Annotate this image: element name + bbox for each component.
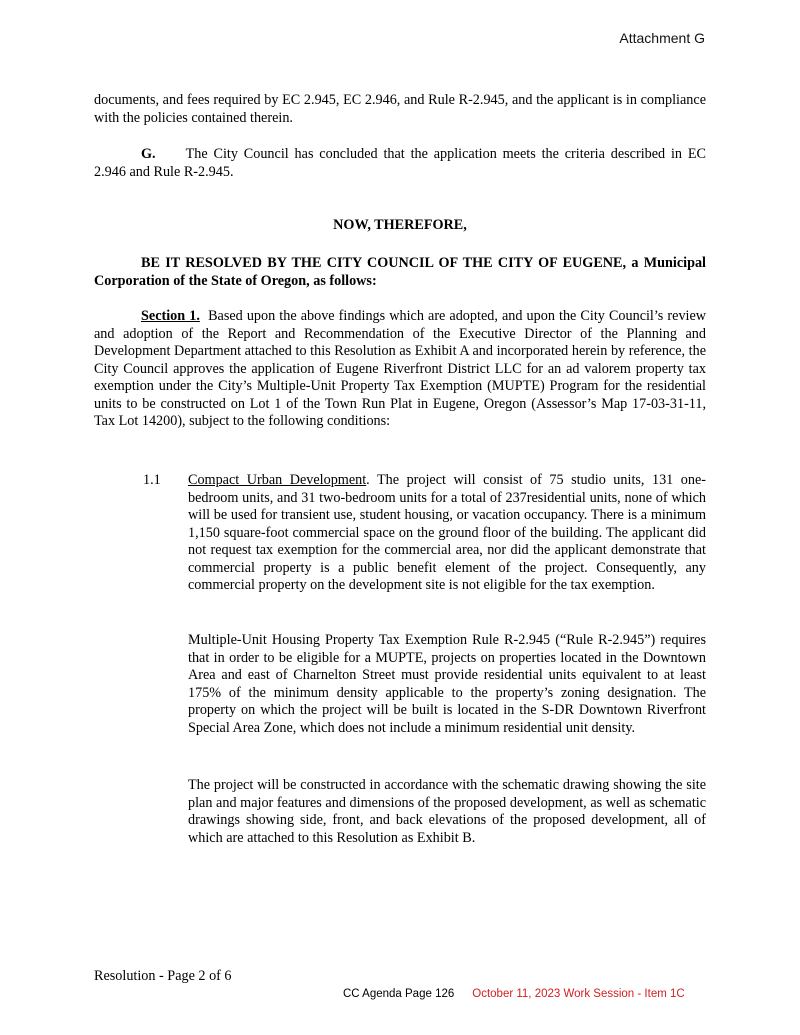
be-it-resolved-heading: BE IT RESOLVED BY THE CITY COUNCIL OF THE CITY OF EUGENE, a Municipal Corporation of the State of Oregon, as follows:: [94, 255, 706, 289]
now-therefore-heading: NOW, THEREFORE,: [333, 217, 467, 233]
finding-g-paragraph: [94, 146, 706, 181]
item-1-1-paragraph-3: The project will be constructed in accordance with the schematic drawing showing the site plan and major features and dimensions of the proposed development, as well as schematic drawings showing side, front, and back elevations of the proposed development, all of which are attached to this Resolution as Exhibit B.: [188, 777, 706, 846]
agenda-footer: [343, 988, 685, 1000]
section-1-label: Section 1.: [141, 308, 200, 324]
section-1-text: Based upon the above findings which are adopted, and upon the City Council’s review and adoption of the Report and Recommendation of the Executive Director of the Planning and Development Department attached to this Resolution as Exhibit A and incorporated herein by reference, the City Council approves the application of Eugene Riverfront District LLC for an ad valorem property tax exemption under the City’s Multiple-Unit Property Tax Exemption (MUPTE) Program for the residential units to be constructed on Lot 1 of the Town Run Plat in Eugene, Oregon (Assessor’s Map 17-03-31-11, Tax Lot 14200), subject to the following conditions:: [94, 308, 707, 429]
work-session-label: October 11, 2023 Work Session - Item 1C: [472, 988, 685, 1000]
intro-paragraph: documents, and fees required by EC 2.945, EC 2.946, and Rule R-2.945, and the applicant is in compliance with the policies contained therein.: [94, 92, 706, 126]
item-1-1-paragraph-1: [188, 472, 706, 595]
attachment-label: Attachment G: [619, 30, 705, 46]
finding-g-label: G.: [141, 146, 156, 162]
item-1-1-text-1: . The project will consist of 75 studio units, 131 one-bedroom units, and 31 two-bedroom units for a total of 237residential units, none of which will be used for transient use, student housing, or vacation occupancy. There is a minimum 1,150 square-foot commercial space on the ground floor of the building. The applicant did not request tax exemption for the commercial area, nor did the applicant demonstrate that commercial property is a public benefit element of the project. Consequently, any commercial property on the development site is not eligible for the tax exemption.: [188, 472, 706, 593]
item-1-1-paragraph-2: Multiple-Unit Housing Property Tax Exemption Rule R-2.945 (“Rule R-2.945”) requires that in order to be eligible for a MUPTE, projects on properties located in the Downtown Area and east of Charnelton Street must provide residential units equivalent to at least 175% of the minimum density applicable to the property’s zoning designation. The property on which the project will be built is located in the S-DR Downtown Riverfront Special Area Zone, which does not include a minimum residential unit density.: [188, 632, 706, 736]
item-1-1-title: Compact Urban Development: [188, 472, 367, 488]
page-footer-label: Resolution - Page 2 of 6: [94, 968, 232, 984]
agenda-page: CC Agenda Page 126: [343, 988, 455, 1000]
section-1-paragraph: [94, 308, 706, 431]
finding-g-text: The City Council has concluded that the application meets the criteria described in EC 2.946 and Rule R-2.945.: [94, 146, 706, 180]
item-1-1-number: 1.1: [143, 472, 161, 488]
